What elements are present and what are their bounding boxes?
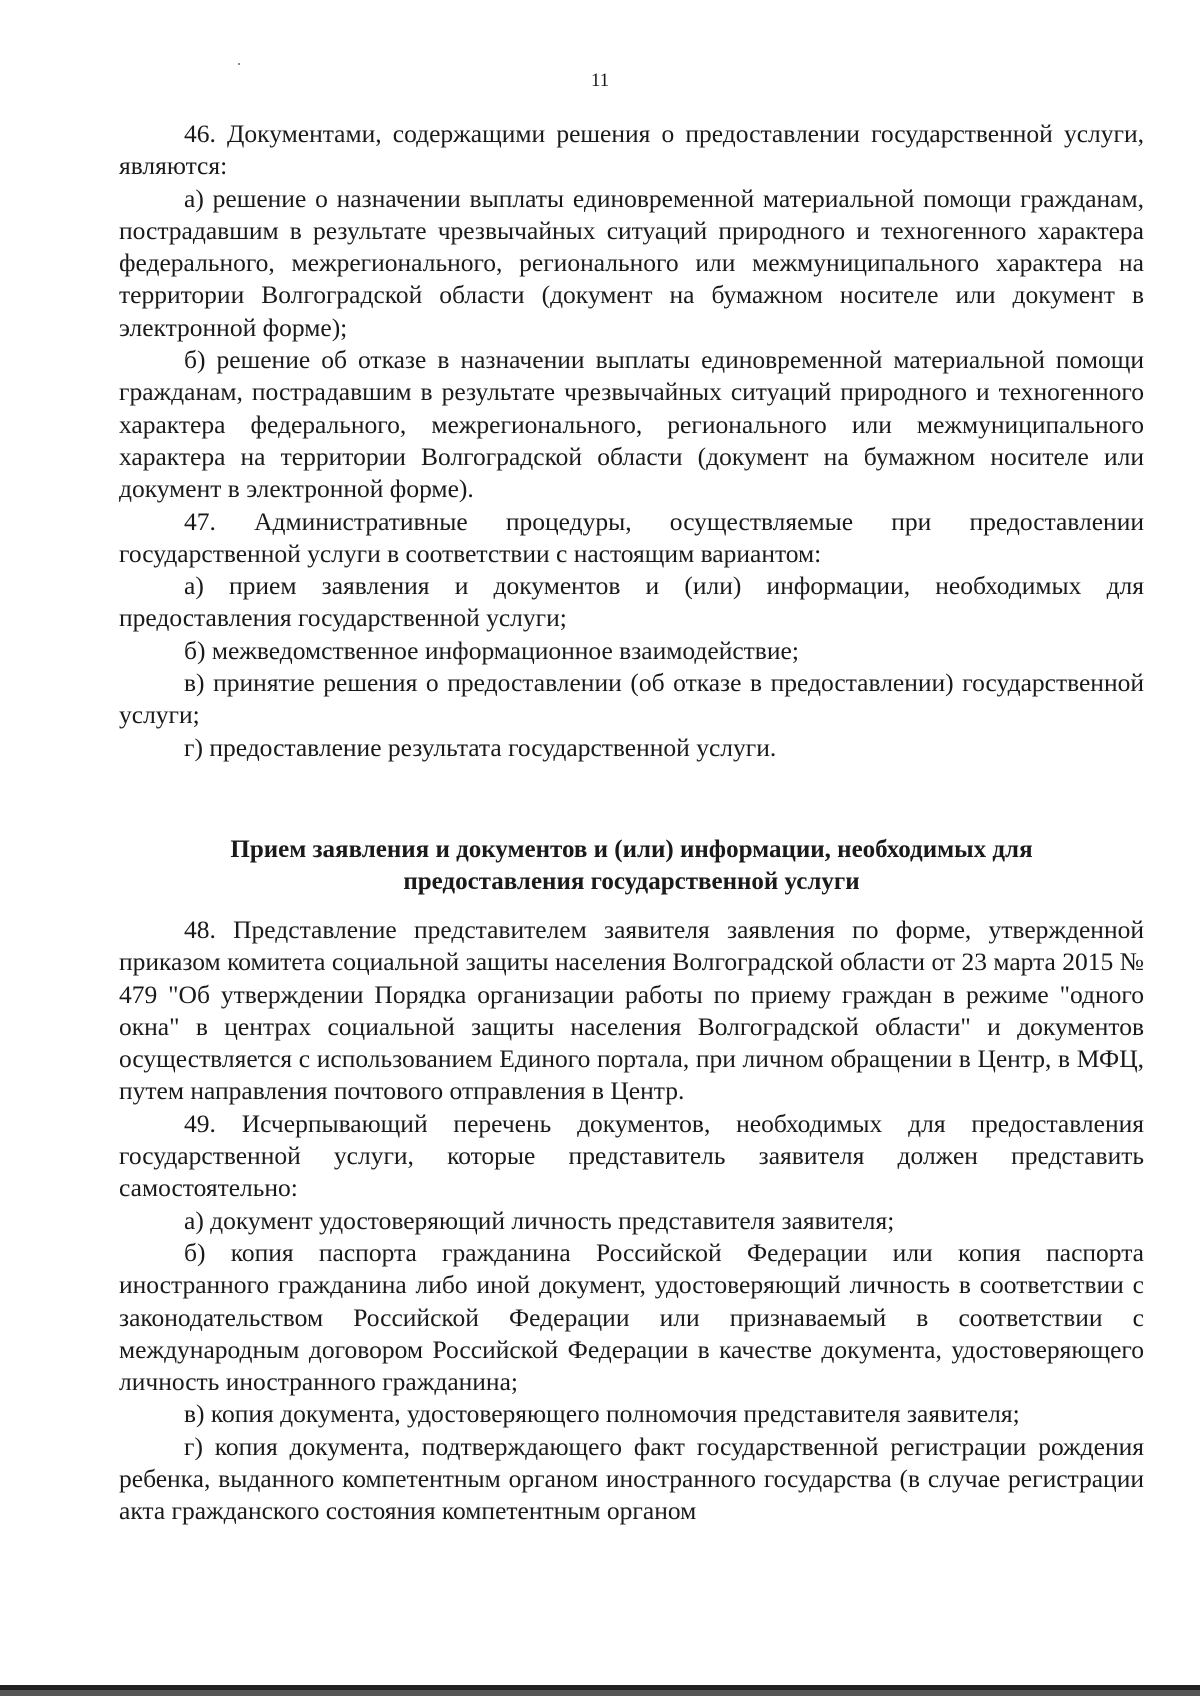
paragraph-47-g: г) предоставление результата государственной услуги. xyxy=(184,732,777,762)
paragraph-47: 47. Административные процедуры, осуществляемые при предоставлении государственной услуги в соответствии с настоящим вариантом: xyxy=(119,506,1144,568)
section-heading-line-1: Прием заявления и документов и (или) информации, необходимых для xyxy=(230,835,1033,863)
paragraph-49-b: б) копия паспорта гражданина Российской Федерации или копия паспорта иностранного гражданина либо иной документ, удостоверяющий личность в соответствии с законодательством Российской Федерации или признаваемый в соответствии с международным договором Российской Федерации в качестве документа, удостоверяющего личность иностранного гражданина; xyxy=(119,1237,1144,1397)
paragraph-49-v: в) копия документа, удостоверяющего полномочия представителя заявителя; xyxy=(184,1399,1020,1429)
section-heading-line-2: предоставления государственной услуги xyxy=(403,867,860,895)
scan-bottom-shadow xyxy=(0,1690,1200,1696)
paragraph-46: 46. Документами, содержащими решения о предоставлении государственной услуги, являются: xyxy=(119,119,1144,181)
paragraph-48: 48. Представление представителем заявителя заявления по форме, утвержденной приказом комитета социальной защиты населения Волгоградской области от 23 марта 2015 № 479 "Об утверждении Порядка организации работы по приему граждан в режиме "одного окна" в центрах социальной защиты населения Волгоградской области" и документов осуществляется с использованием Единого портала, при личном обращении в Центр, в МФЦ, путем направления почтового отправления в Центр. xyxy=(119,914,1144,1106)
paragraph-49-g: г) копия документа, подтверждающего факт государственной регистрации рождения ребенка, выданного компетентным органом иностранного государства (в случае регистрации акта гражданского состояния компетентным органом xyxy=(119,1431,1144,1526)
document-body xyxy=(119,118,1144,1528)
paragraph-49-a: а) документ удостоверяющий личность представителя заявителя; xyxy=(184,1205,895,1235)
paragraph-46-a: а) решение о назначении выплаты единовременной материальной помощи гражданам, пострадавшим в результате чрезвычайных ситуаций природного и техногенного характера федерального, межрегионального, регионального или межмуниципального характера на территории Волгоградской области (документ на бумажном носителе или документ в электронной форме); xyxy=(119,183,1144,342)
page-number: 11 xyxy=(590,70,610,91)
scan-speck xyxy=(238,63,240,65)
section-heading xyxy=(119,834,1144,898)
paragraph-46-b: б) решение об отказе в назначении выплаты единовременной материальной помощи гражданам, пострадавшим в результате чрезвычайных ситуаций природного и техногенного характера федерального, межрегионального, регионального или межмуниципального характера на территории Волгоградской области (документ на бумажном носителе или документ в электронной форме). xyxy=(119,345,1144,504)
paragraph-47-v: в) принятие решения о предоставлении (об отказе в предоставлении) государственной услуги; xyxy=(119,668,1144,730)
paragraph-47-b: б) межведомственное информационное взаимодействие; xyxy=(184,635,799,665)
paragraph-47-a: а) прием заявления и документов и (или) информации, необходимых для предоставления государственной услуги; xyxy=(119,571,1144,633)
paragraph-49: 49. Исчерпывающий перечень документов, необходимых для предоставления государственной услуги, которые представитель заявителя должен представить самостоятельно: xyxy=(119,1108,1144,1203)
